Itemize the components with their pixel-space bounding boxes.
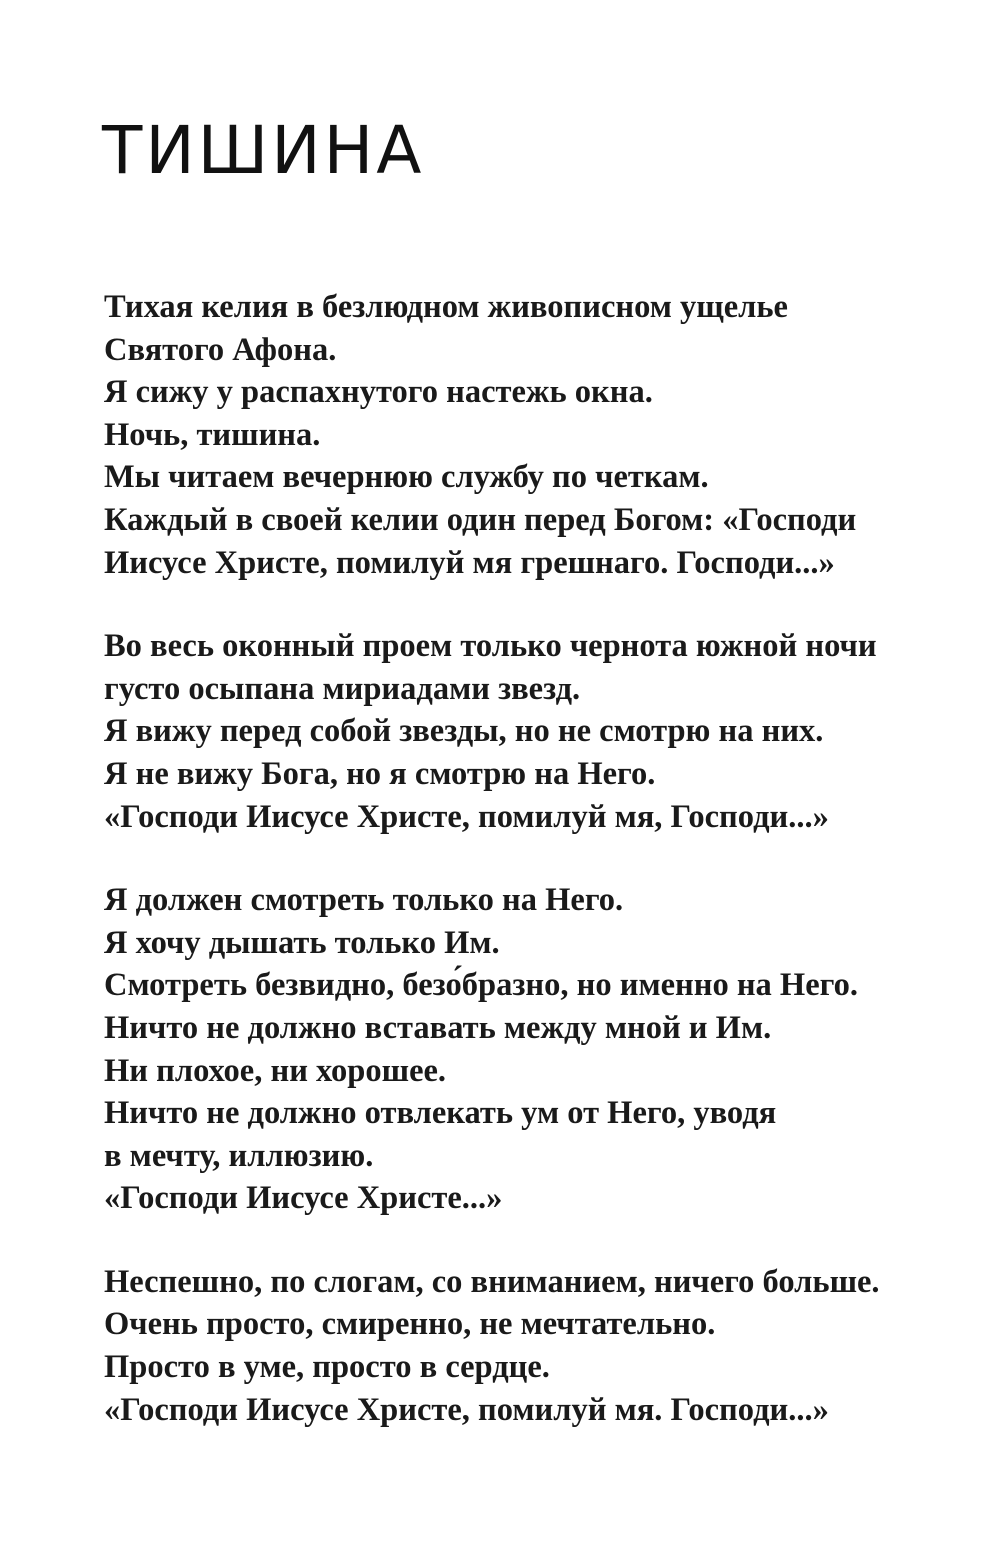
poem-line: Неспешно, по слогам, со вниманием, ничего больше. — [104, 1263, 880, 1300]
poem-line: Я должен смотреть только на Него. — [104, 882, 624, 919]
poem-line: Иисусе Христе, помилуй мя грешнаго. Господи...» — [104, 544, 835, 581]
stanza-3 — [104, 879, 964, 1220]
poem-body — [104, 286, 964, 1431]
poem-line: Ни плохое, ни хорошее. — [104, 1052, 447, 1089]
poem-line: Во весь оконный проем только чернота южной ночи — [104, 628, 877, 665]
stanza-1 — [104, 286, 964, 584]
poem-line: Ночь, тишина. — [104, 416, 321, 453]
poem-line: Я вижу перед собой звезды, но не смотрю на них. — [104, 713, 824, 750]
poem-line: Очень просто, смиренно, не мечтательно. — [104, 1306, 716, 1343]
poem-line: Ничто не должно отвлекать ум от Него, уводя — [104, 1095, 777, 1132]
poem-line: Ничто не должно вставать между мной и Им. — [104, 1009, 772, 1046]
poem-line: Я хочу дышать только Им. — [104, 924, 500, 961]
stanza-4 — [104, 1261, 964, 1431]
poem-line: Я сижу у распахнутого настежь окна. — [104, 374, 653, 411]
poem-line: Каждый в своей келии один перед Богом: «Господи — [104, 501, 857, 538]
stanza-2 — [104, 625, 964, 838]
poem-line: в мечту, иллюзию. — [104, 1137, 374, 1174]
poem-line: Тихая келия в безлюдном живописном ущелье — [104, 289, 788, 325]
poem-line: густо осыпана мириадами звезд. — [104, 670, 581, 707]
poem-line: «Господи Иисусе Христе...» — [104, 1180, 503, 1217]
poem-line: «Господи Иисусе Христе, помилуй мя, Господи...» — [104, 798, 829, 835]
poem-line: «Господи Иисусе Христе, помилуй мя. Господи...» — [104, 1391, 829, 1428]
poem-line: Просто в уме, просто в сердце. — [104, 1349, 550, 1386]
poem-line: Святого Афона. — [104, 331, 337, 368]
poem-line: Я не вижу Бога, но я смотрю на Него. — [104, 755, 656, 792]
chapter-title: ТИШИНА — [102, 112, 425, 189]
poem-line: Мы читаем вечернюю службу по четкам. — [104, 459, 709, 496]
poem-line: Смотреть безвидно, безо́бразно, но именно на Него. — [104, 967, 858, 1004]
